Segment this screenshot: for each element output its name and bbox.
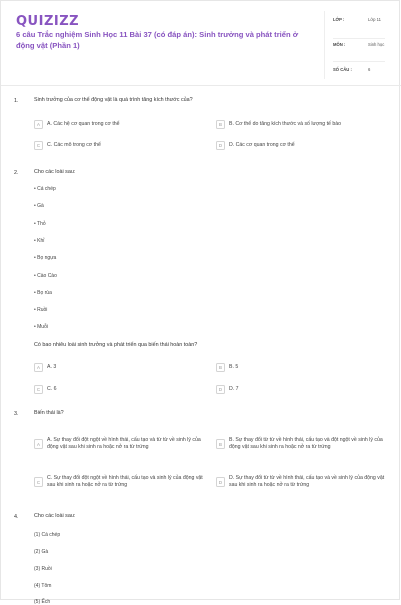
question-number: 3. (14, 411, 19, 417)
list-item: (2) Gà (34, 549, 49, 555)
option-letter: C (34, 477, 43, 487)
list-item: • Thỏ (34, 221, 46, 227)
list-item: (4) Tôm (34, 583, 52, 589)
option-text: D. Sự thay đổi từ từ về hình thái, cấu tạo và về sinh lý của động vật sau khi sinh ra hoặc nở ra từ trứng (229, 475, 385, 488)
option-text: D. 7 (229, 386, 239, 393)
option-b[interactable] (216, 120, 391, 129)
option-letter: C (34, 141, 43, 150)
option-a[interactable] (34, 430, 206, 458)
option-a[interactable] (34, 363, 204, 372)
option-text: C. 6 (47, 386, 57, 393)
option-letter: D (216, 385, 225, 394)
meta-divider (333, 38, 385, 39)
option-letter: D (216, 141, 225, 150)
meta-divider (333, 61, 385, 62)
meta-panel (324, 11, 389, 79)
question-text: Biến thái là? (34, 410, 64, 416)
option-text: C. Sự thay đổi đột ngột về hình thái, cấu tạo và sinh lý của động vật sau khi sinh ra hoặc nở ra từ trứng (47, 475, 203, 488)
list-item: • Bọ rùa (34, 290, 52, 296)
option-c[interactable] (34, 141, 204, 150)
page-title: 6 câu Trắc nghiệm Sinh Học 11 Bài 37 (có đáp án): Sinh trưởng và phát triển ở động vật (Phần 1) (16, 30, 299, 50)
option-letter: B (216, 363, 225, 372)
meta-count-label: SỐ CÂU : (333, 67, 352, 72)
meta-class-value: Lớp 11 (368, 17, 381, 22)
option-d[interactable] (216, 468, 391, 496)
option-d[interactable] (216, 141, 391, 150)
list-item: • Bọ ngựa (34, 255, 57, 261)
option-letter: C (34, 385, 43, 394)
option-c[interactable] (34, 468, 206, 496)
header-divider (1, 85, 401, 86)
question-text: Sinh trưởng của cơ thể động vật là quá trình tăng kích thước của? (34, 97, 193, 103)
question-text: Cho các loài sau: (34, 169, 76, 175)
list-item: • Gà (34, 203, 44, 209)
meta-subject-label: MÔN : (333, 42, 346, 47)
option-d[interactable] (216, 385, 391, 394)
list-item: • Cào Cào (34, 273, 57, 279)
list-item: (1) Cá chép (34, 532, 61, 538)
option-text: A. Sự thay đổi đột ngột về hình thái, cấu tạo và từ từ về sinh lý của động vật sau khi sinh ra hoặc nở ra từ trứng (47, 437, 201, 450)
quizizz-logo[interactable]: QUIZIZZ (16, 14, 80, 29)
option-b[interactable] (216, 430, 391, 458)
option-letter: A (34, 120, 43, 129)
option-letter: D (216, 477, 225, 487)
list-item: • Khỉ (34, 238, 45, 244)
option-text: B. Cơ thể do tăng kích thước và số lượng tế bào (229, 121, 342, 128)
option-letter: B (216, 120, 225, 129)
meta-subject-value: Sinh học (368, 42, 385, 47)
meta-class-label: LỚP : (333, 17, 345, 22)
option-text: D. Các cơ quan trong cơ thể (229, 142, 295, 149)
option-letter: B (216, 439, 225, 449)
list-item: (3) Ruồi (34, 566, 52, 572)
question-number: 1. (14, 98, 19, 104)
option-text: A. 3 (47, 364, 57, 371)
option-text: B. Sự thay đổi từ từ về hình thái, cấu tạo và đột ngột về sinh lý của động vật sau khi sinh ra hoặc nở ra từ trứng (229, 437, 383, 450)
option-a[interactable] (34, 120, 204, 129)
question-number: 4. (14, 514, 19, 520)
question-number: 2. (14, 170, 19, 176)
meta-count-value: 6 (368, 67, 371, 72)
option-text: B. 5 (229, 364, 239, 371)
list-item: • Muỗi (34, 324, 48, 330)
question-text: Cho các loài sau: (34, 513, 76, 519)
option-letter: A (34, 363, 43, 372)
list-item: • Cá chép (34, 186, 56, 192)
option-letter: A (34, 439, 43, 449)
list-item: (5) Ếch (34, 599, 51, 605)
option-c[interactable] (34, 385, 204, 394)
option-b[interactable] (216, 363, 391, 372)
option-text: C. Các mô trong cơ thể (47, 142, 101, 149)
option-text: A. Các hệ cơ quan trong cơ thể (47, 121, 120, 128)
list-item: • Ruồi (34, 307, 48, 313)
question-text: Có bao nhiêu loài sinh trưởng và phát triển qua biến thái hoàn toàn? (34, 342, 198, 348)
